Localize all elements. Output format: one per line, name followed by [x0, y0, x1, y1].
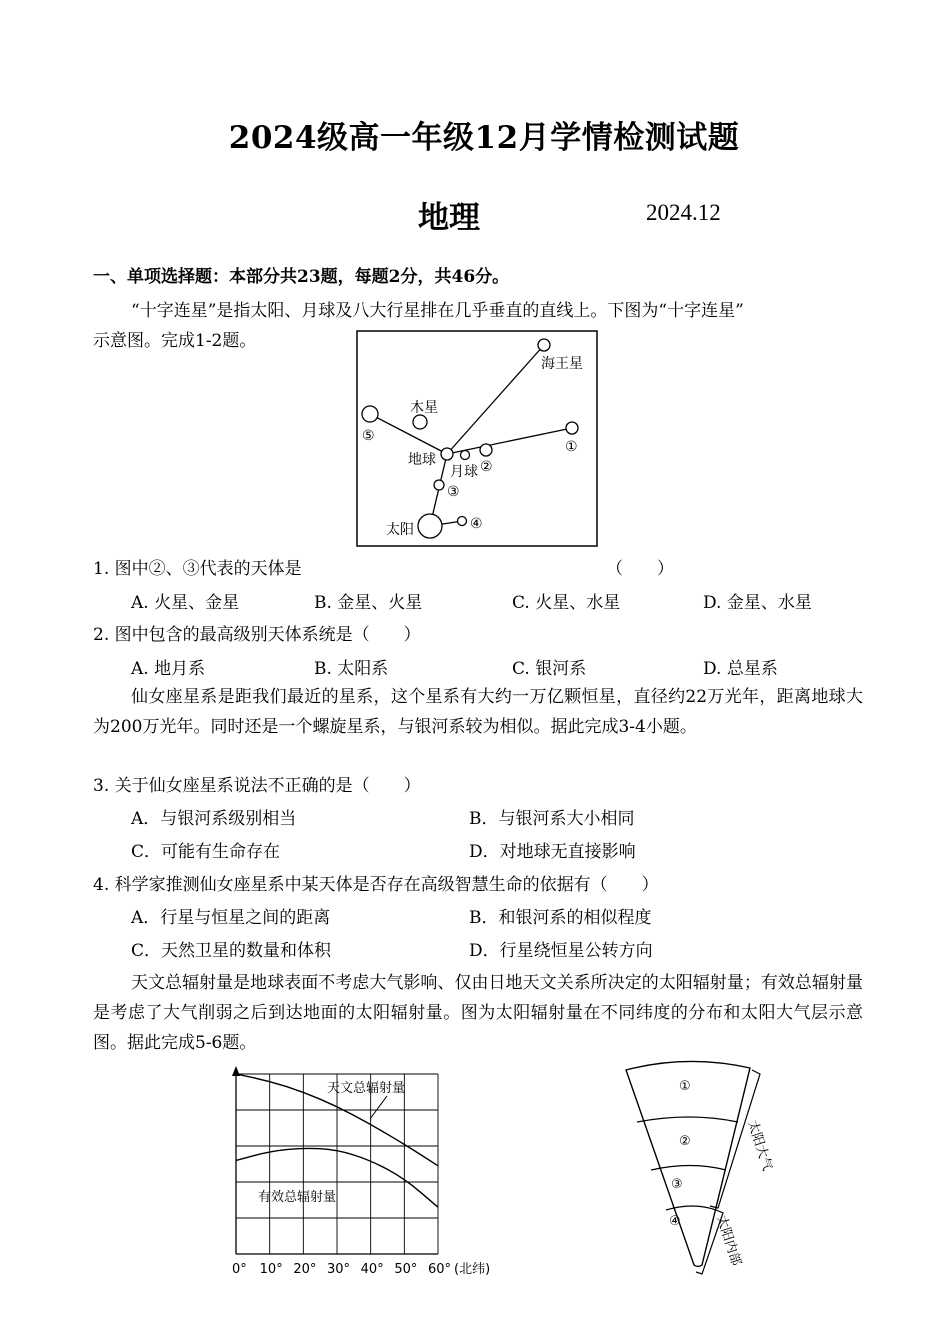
radiation-latitude-chart: [222, 1064, 512, 1280]
neptune-label: 海王星: [541, 356, 583, 372]
q3-option-b[interactable]: B．与银河系大小相同: [469, 809, 635, 829]
q2-option-c[interactable]: C. 银河系: [512, 659, 587, 679]
moon-label: 月球: [450, 464, 478, 480]
q4-option-c[interactable]: C．天然卫星的数量和体积: [131, 941, 332, 961]
q1-option-c[interactable]: C. 火星、水星: [512, 593, 621, 613]
astronomical-radiation-label: 天文总辐射量: [327, 1081, 406, 1096]
q1-option-b[interactable]: B. 金星、火星: [314, 593, 423, 613]
effective-radiation-label: 有效总辐射量: [258, 1190, 337, 1205]
x-tick-label: 0°: [232, 1262, 247, 1277]
interior-bracket-label: 太阳内部: [713, 1213, 744, 1268]
planet3-circle: [434, 480, 444, 490]
layer-boundary-1: [637, 1117, 738, 1122]
x-tick-label: 60°: [428, 1262, 452, 1277]
q3-option-d[interactable]: D．对地球无直接影响: [469, 842, 636, 862]
atmosphere-bracket-label: 太阳大气: [744, 1118, 775, 1173]
layer-boundary-2: [651, 1166, 726, 1171]
chart-grid: [236, 1074, 438, 1254]
x-tick-label: 30°: [327, 1262, 351, 1277]
sun-circle: [418, 514, 442, 538]
neptune-line: [447, 345, 544, 454]
layer-2-label: ②: [679, 1134, 691, 1149]
jupiter-line: [370, 414, 447, 454]
q1-stem: 1. 图中②、③代表的天体是: [93, 559, 302, 579]
x-tick-label: 20°: [293, 1262, 317, 1277]
earth-label: 地球: [408, 452, 436, 468]
q4-stem: 4. 科学家推测仙女座星系中某天体是否存在高级智慧生命的依据有（ ）: [93, 875, 659, 895]
cross-alignment-diagram: [356, 330, 599, 548]
planet4-circle: [458, 517, 467, 526]
planet1-label: ①: [565, 439, 578, 455]
exam-date: 2024.12: [646, 200, 721, 225]
planet2-circle: [480, 444, 492, 456]
q3-stem: 3. 关于仙女座星系说法不正确的是（ ）: [93, 776, 421, 796]
layer-3-label: ③: [671, 1177, 683, 1192]
astronomical-label-leader: [370, 1096, 387, 1119]
planet4-label: ④: [470, 516, 483, 532]
section-heading: 一、单项选择题：本部分共23题，每题2分，共46分。: [93, 267, 510, 287]
planet5-label: ⑤: [362, 428, 375, 444]
intro1-line1: “十字连星”是指太阳、月球及八大行星排在几乎垂直的直线上。下图为“十字连星”: [131, 301, 744, 321]
q1-option-d[interactable]: D. 金星、水星: [703, 593, 812, 613]
subject-title: 地理: [418, 200, 480, 236]
sun-label: 太阳: [386, 522, 414, 538]
q4-option-a[interactable]: A．行星与恒星之间的距离: [131, 908, 331, 928]
jupiter-label: 木星: [410, 400, 438, 416]
q1-paren: （ ）: [606, 559, 674, 579]
planet1-circle: [566, 422, 578, 434]
earth-circle: [441, 448, 453, 460]
q1-option-a[interactable]: A. 火星、金星: [131, 593, 240, 613]
layer-4-label: ④: [669, 1214, 681, 1229]
planet3-label: ③: [447, 484, 460, 500]
x-tick-label: 50°: [394, 1262, 418, 1277]
moon-circle: [461, 451, 470, 460]
q2-option-d[interactable]: D. 总星系: [703, 659, 778, 679]
q3-option-c[interactable]: C．可能有生命存在: [131, 842, 281, 862]
intro2-paragraph: 仙女座星系是距我们最近的星系，这个星系有大约一万亿颗恒星，直径约22万光年，距离地球大为200万光年。同时还是一个螺旋星系，与银河系较为相似。据此完成3-4小题。: [93, 687, 863, 737]
q3-option-a[interactable]: A．与银河系级别相当: [131, 809, 297, 829]
q2-stem: 2. 图中包含的最高级别天体系统是（ ）: [93, 625, 421, 645]
q4-option-d[interactable]: D．行星绕恒星公转方向: [469, 941, 653, 961]
intro3-paragraph: 天文总辐射量是地球表面不考虑大气影响、仅由日地天文关系所决定的太阳辐射量；有效总辐射量是考虑了大气削弱之后到达地面的太阳辐射量。图为太阳辐射量在不同纬度的分布和太阳大气层示意图。据此完成5-6题。: [93, 973, 863, 1053]
solar-atmosphere-diagram: [620, 1060, 780, 1280]
x-axis-unit: (北纬): [454, 1262, 491, 1277]
q2-option-b[interactable]: B. 太阳系: [314, 659, 389, 679]
x-tick-label: 10°: [259, 1262, 283, 1277]
q4-option-b[interactable]: B．和银河系的相似程度: [469, 908, 652, 928]
neptune-circle: [538, 339, 550, 351]
layer-1-label: ①: [679, 1079, 691, 1094]
jupiter-circle: [413, 415, 427, 429]
planet5-circle: [362, 406, 378, 422]
planet2-label: ②: [480, 459, 493, 475]
exam-title: 2024级高一年级12月学情检测试题: [228, 120, 740, 156]
intro1-line2: 示意图。完成1-2题。: [93, 331, 257, 351]
q2-option-a[interactable]: A. 地月系: [131, 659, 206, 679]
x-tick-label: 40°: [360, 1262, 384, 1277]
